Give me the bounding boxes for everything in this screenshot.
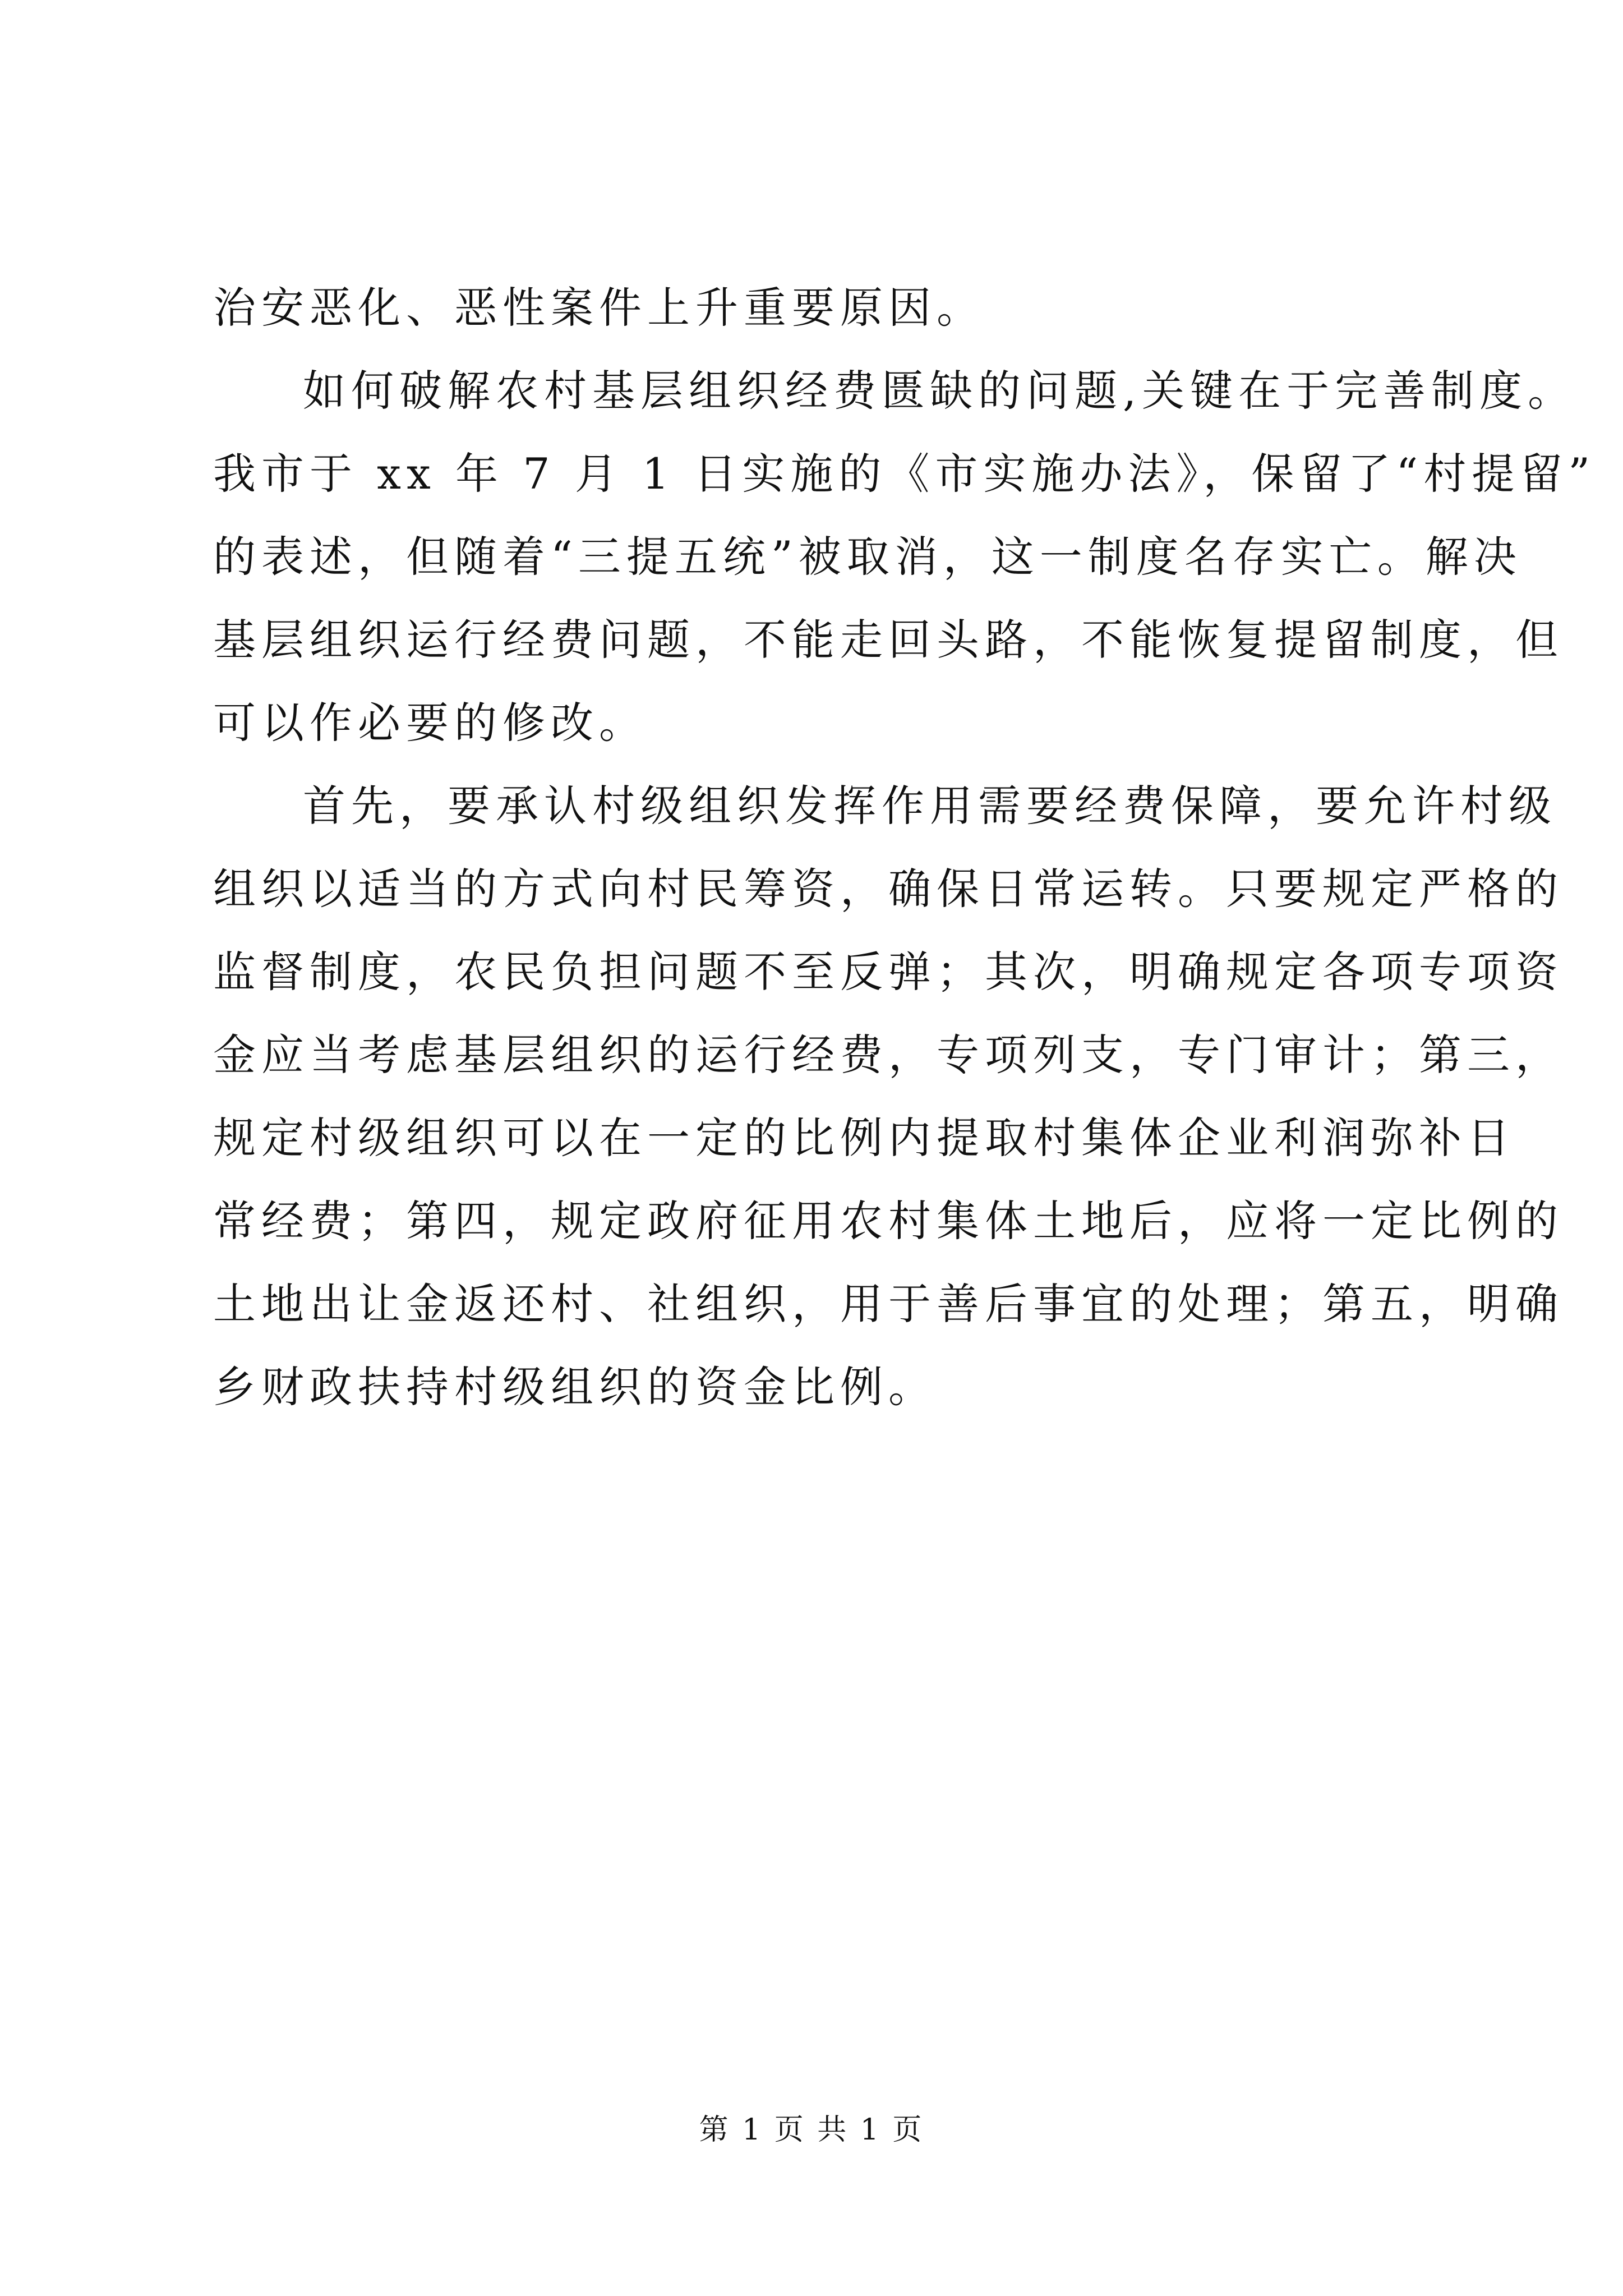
text-line: 常经费；第四，规定政府征用农村集体土地后，应将一定比例的 — [213, 1196, 1564, 1246]
document-body — [213, 266, 1596, 1429]
text-line: 我市于 xx 年 7 月 1 日实施的《市实施办法》，保留了“村提留” — [213, 449, 1596, 499]
text-line: 规定村级组织可以在一定的比例内提取村集体企业利润弥补日 — [213, 1113, 1515, 1163]
text-line: 乡财政扶持村级组织的资金比例。 — [213, 1362, 937, 1412]
text-line: 首先，要承认村级组织发挥作用需要经费保障，要允许村级 — [303, 781, 1557, 831]
text-line: 组织以适当的方式向村民筹资，确保日常运转。只要规定严格的 — [213, 864, 1564, 914]
text-line: 土地出让金返还村、社组织，用于善后事宜的处理；第五，明确 — [213, 1279, 1564, 1329]
text-line: 基层组织运行经费问题，不能走回头路，不能恢复提留制度，但 — [213, 615, 1564, 665]
text-line: 金应当考虑基层组织的运行经费，专项列支，专门审计；第三， — [213, 1030, 1564, 1080]
text-line: 如何破解农村基层组织经费匮缺的问题,关键在于完善制度。 — [303, 366, 1576, 416]
page-number-footer: 第 1 页 共 1 页 — [699, 2113, 924, 2147]
text-line: 的表述，但随着“三提五统”被取消，这一制度名存实亡。解决 — [213, 532, 1522, 582]
text-line: 治安恶化、恶性案件上升重要原因。 — [213, 283, 985, 333]
text-line: 监督制度，农民负担问题不至反弹；其次，明确规定各项专项资 — [213, 947, 1564, 997]
text-line: 可以作必要的修改。 — [213, 698, 647, 748]
